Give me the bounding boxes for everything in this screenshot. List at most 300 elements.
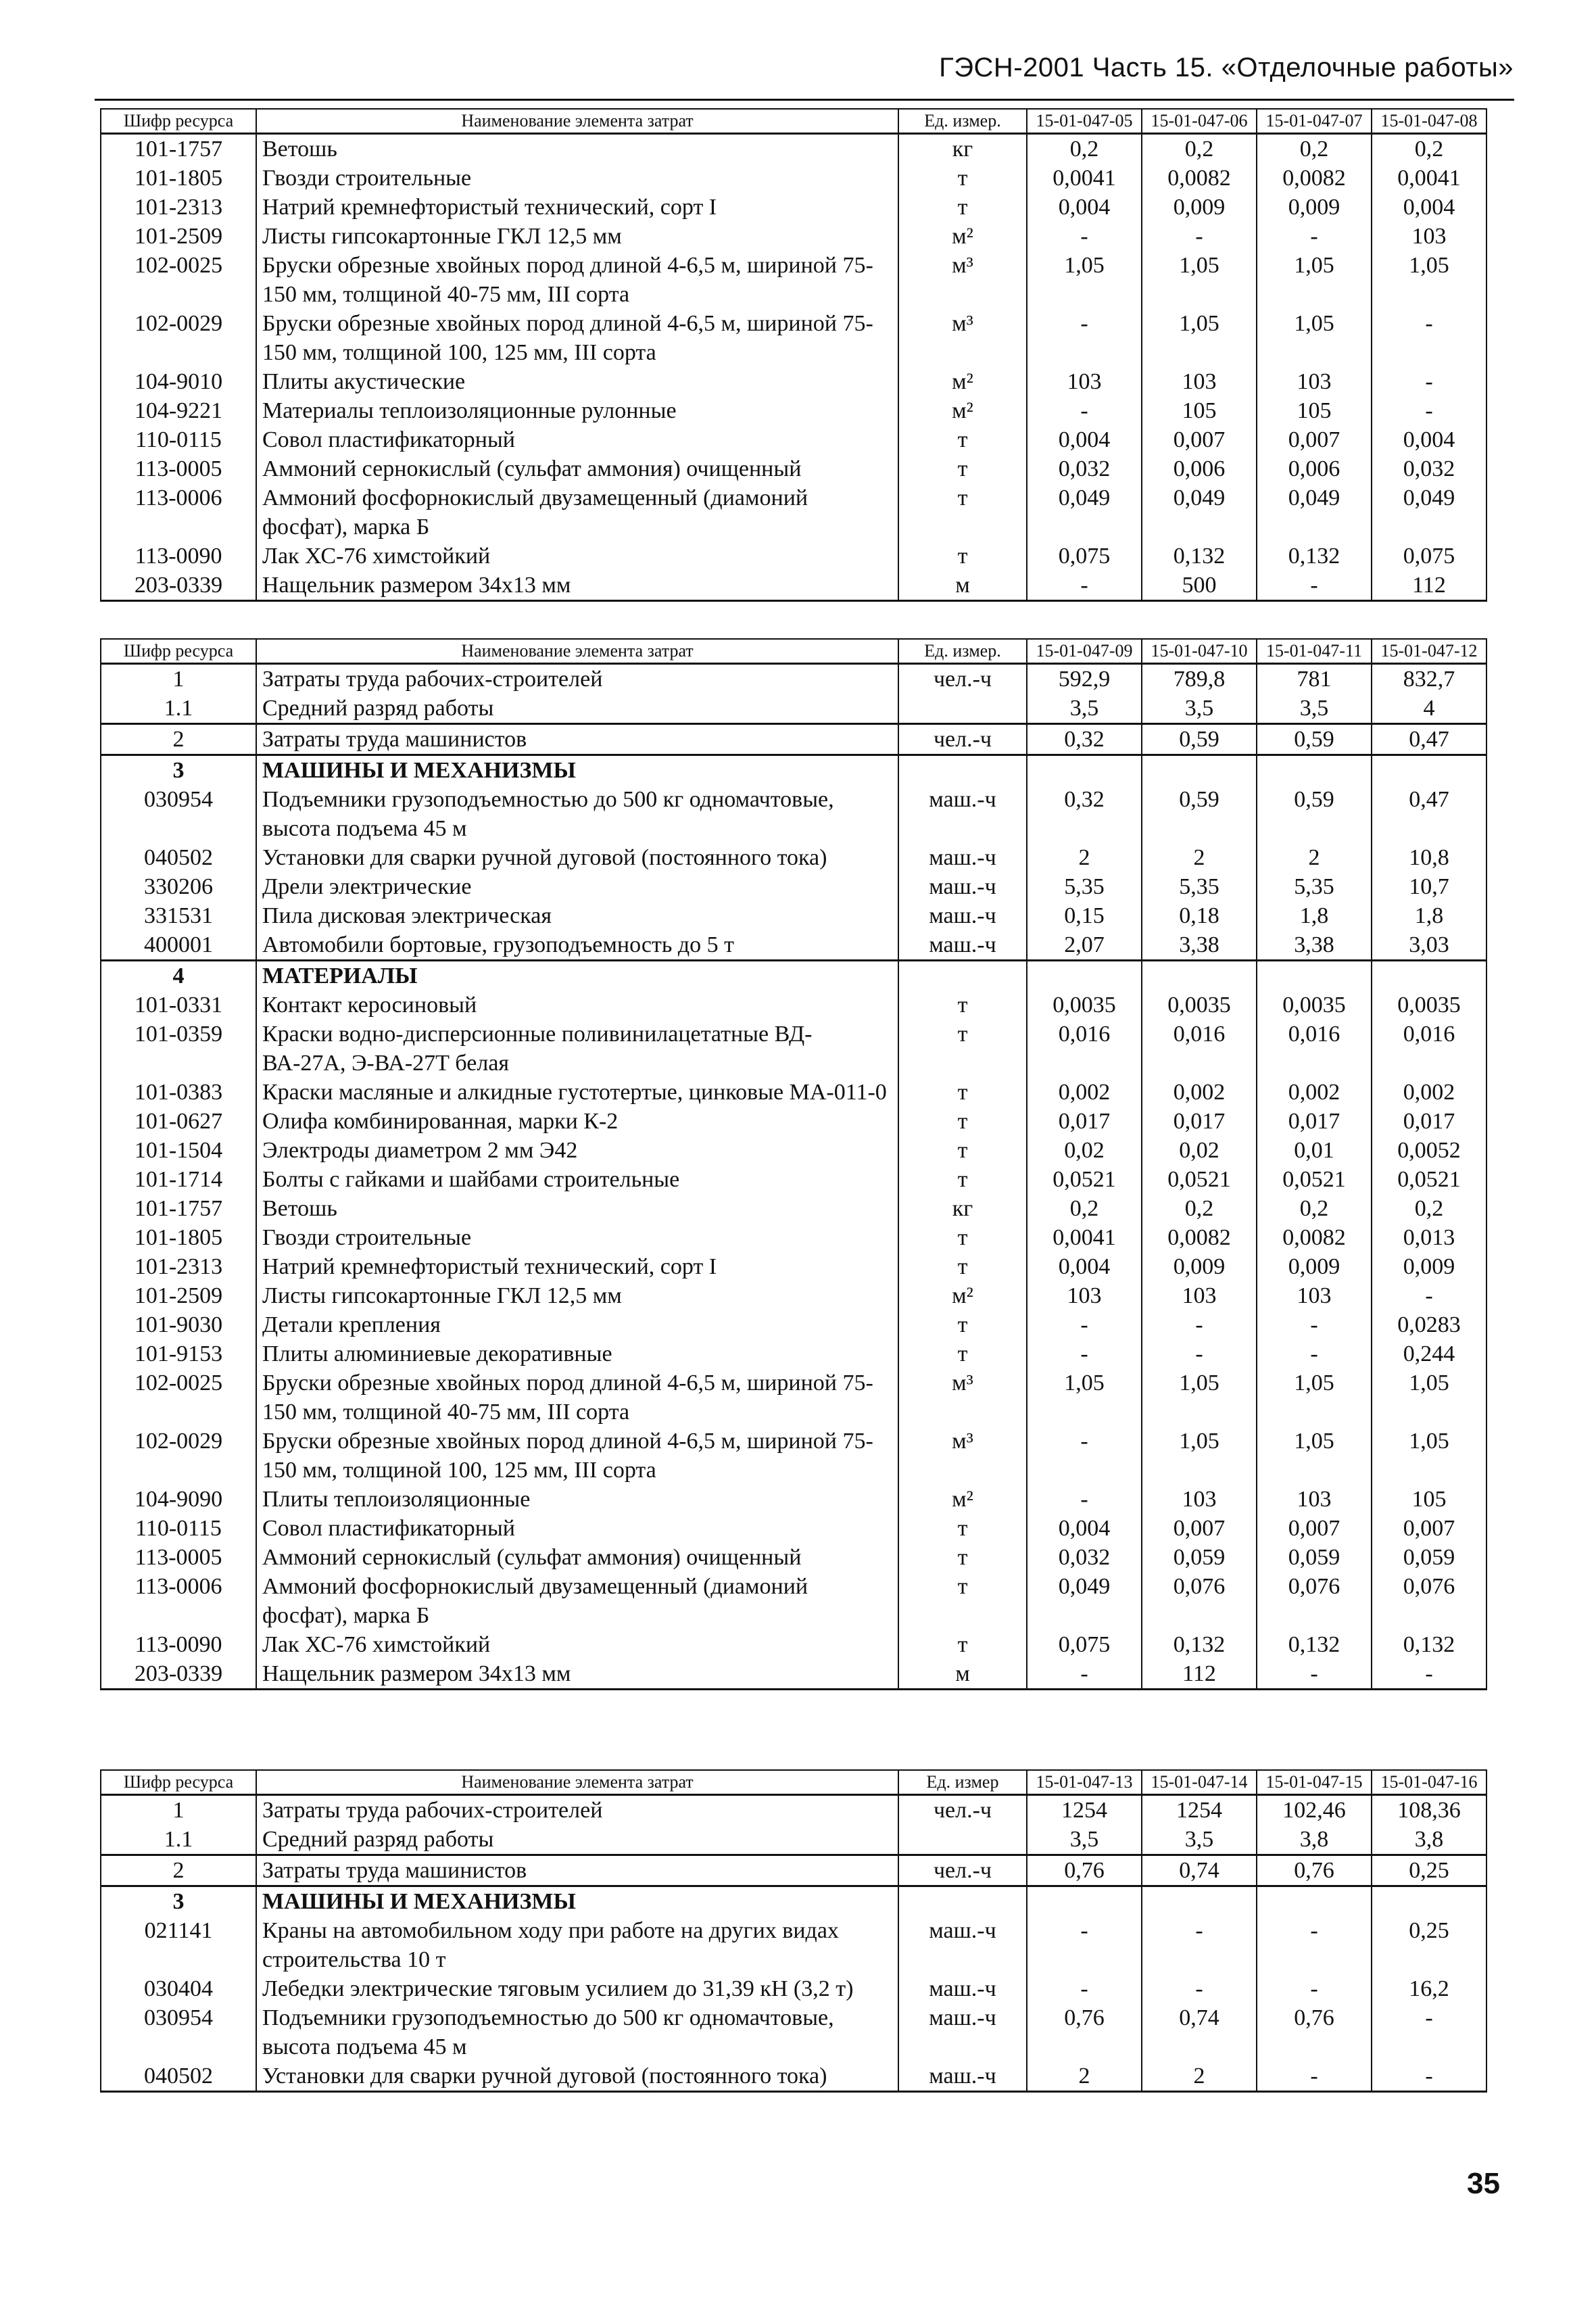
column-header: Ед. измер. (898, 639, 1027, 664)
resource-code: 4 (101, 961, 256, 991)
value-cell: - (1372, 367, 1486, 396)
header-row (101, 109, 1486, 134)
resource-code: 101-1805 (101, 164, 256, 193)
value-cell: 112 (1372, 571, 1486, 601)
table-row (101, 1165, 1486, 1194)
cost-item-name: Средний разряд работы (256, 694, 898, 724)
table-row (101, 872, 1486, 901)
cost-item-name: Подъемники грузоподъемностью до 500 кг одномачтовые, высота подъема 45 м (256, 785, 898, 843)
resource-code: 101-1757 (101, 134, 256, 164)
value-cell: 0,016 (1027, 1020, 1142, 1078)
resource-code: 2 (101, 724, 256, 755)
value-cell: 103 (1142, 1485, 1257, 1514)
cost-item-name: Подъемники грузоподъемностью до 500 кг одномачтовые, высота подъема 45 м (256, 2003, 898, 2061)
resource-code: 104-9010 (101, 367, 256, 396)
value-cell: 1,8 (1257, 901, 1372, 930)
value-cell: 103 (1257, 367, 1372, 396)
value-cell: - (1027, 1916, 1142, 1974)
value-cell: - (1257, 1659, 1372, 1690)
unit-cell: т (898, 1107, 1027, 1136)
resource-code: 1 (101, 664, 256, 694)
value-cell: - (1027, 571, 1142, 601)
cost-item-name: Дрели электрические (256, 872, 898, 901)
cost-item-name: Бруски обрезные хвойных пород длиной 4-6,5 м, шириной 75-150 мм, толщиной 100, 125 мм, III сорта (256, 309, 898, 367)
cost-item-name: Совол пластификаторный (256, 1514, 898, 1543)
value-cell: 0,007 (1257, 425, 1372, 454)
value-cell: 102,46 (1257, 1795, 1372, 1825)
value-cell: 1,05 (1142, 251, 1257, 309)
value-cell: 0,32 (1027, 785, 1142, 843)
value-cell: 0,47 (1372, 785, 1486, 843)
value-cell: - (1027, 1339, 1142, 1368)
cost-item-name: Лак ХС-76 химстойкий (256, 542, 898, 571)
resource-code: 331531 (101, 901, 256, 930)
value-cell: 1,05 (1372, 1368, 1486, 1427)
cost-item-name: Гвозди строительные (256, 1223, 898, 1252)
value-cell: 3,5 (1142, 694, 1257, 724)
value-cell: 0,59 (1257, 785, 1372, 843)
value-cell: 0,18 (1142, 901, 1257, 930)
value-cell: 0,059 (1142, 1543, 1257, 1572)
cost-item-name: Листы гипсокартонные ГКЛ 12,5 мм (256, 222, 898, 251)
value-cell: 0,76 (1257, 1855, 1372, 1886)
unit-cell: чел.-ч (898, 1795, 1027, 1825)
value-cell: 0,2 (1142, 134, 1257, 164)
value-cell: 0,075 (1027, 1630, 1142, 1659)
value-cell: 103 (1027, 1281, 1142, 1310)
unit-cell: т (898, 1020, 1027, 1078)
column-header: 15-01-047-16 (1372, 1770, 1486, 1795)
unit-cell: т (898, 193, 1027, 222)
resource-code: 030954 (101, 785, 256, 843)
value-cell: 0,002 (1372, 1078, 1486, 1107)
value-cell: 0,2 (1257, 1194, 1372, 1223)
cost-item-name: Установки для сварки ручной дуговой (постоянного тока) (256, 843, 898, 872)
value-cell: 0,0052 (1372, 1136, 1486, 1165)
value-cell: 1254 (1142, 1795, 1257, 1825)
value-cell: 0,007 (1257, 1514, 1372, 1543)
value-cell: 0,009 (1142, 193, 1257, 222)
value-cell: 0,47 (1372, 724, 1486, 755)
resource-code: 102-0025 (101, 1368, 256, 1427)
unit-cell (898, 755, 1027, 786)
value-cell: 3,03 (1372, 930, 1486, 961)
column-header: Шифр ресурса (101, 109, 256, 134)
column-header: Ед. измер (898, 1770, 1027, 1795)
value-cell: - (1372, 2003, 1486, 2061)
value-cell: 105 (1142, 396, 1257, 425)
value-cell: 0,007 (1372, 1514, 1486, 1543)
unit-cell: т (898, 1223, 1027, 1252)
value-cell: 0,049 (1257, 483, 1372, 542)
value-cell: 1,05 (1372, 251, 1486, 309)
resource-code: 101-0359 (101, 1020, 256, 1078)
section-row (101, 755, 1486, 786)
table-row (101, 1572, 1486, 1630)
value-cell: 0,009 (1257, 193, 1372, 222)
value-cell: 5,35 (1027, 872, 1142, 901)
unit-cell: м³ (898, 1427, 1027, 1485)
unit-cell: м (898, 1659, 1027, 1690)
value-cell (1142, 755, 1257, 786)
value-cell: 1254 (1027, 1795, 1142, 1825)
value-cell: 0,017 (1372, 1107, 1486, 1136)
value-cell: 1,05 (1257, 251, 1372, 309)
value-cell: - (1142, 1916, 1257, 1974)
value-cell: - (1257, 2061, 1372, 2092)
resource-code: 101-9030 (101, 1310, 256, 1339)
value-cell: 0,075 (1372, 542, 1486, 571)
value-cell: - (1257, 1339, 1372, 1368)
column-header: 15-01-047-06 (1142, 109, 1257, 134)
value-cell: 0,049 (1027, 1572, 1142, 1630)
value-cell: 0,0082 (1142, 1223, 1257, 1252)
table-row (101, 1543, 1486, 1572)
table-row (101, 309, 1486, 367)
value-cell: 781 (1257, 664, 1372, 694)
table-row (101, 1310, 1486, 1339)
cost-item-name: Материалы теплоизоляционные рулонные (256, 396, 898, 425)
value-cell: 0,244 (1372, 1339, 1486, 1368)
value-cell: 0,59 (1257, 724, 1372, 755)
column-header: 15-01-047-11 (1257, 639, 1372, 664)
value-cell: 0,15 (1027, 901, 1142, 930)
unit-cell: чел.-ч (898, 1855, 1027, 1886)
table-row (101, 1223, 1486, 1252)
cost-item-name: Ветошь (256, 134, 898, 164)
resource-code: 030404 (101, 1974, 256, 2003)
value-cell: 0,76 (1027, 2003, 1142, 2061)
unit-cell: м² (898, 1485, 1027, 1514)
cost-item-name: Гвозди строительные (256, 164, 898, 193)
table-row (101, 571, 1486, 601)
resource-code: 3 (101, 1886, 256, 1917)
value-cell: 0,059 (1372, 1543, 1486, 1572)
unit-cell: т (898, 1514, 1027, 1543)
value-cell: 0,049 (1372, 483, 1486, 542)
value-cell (1372, 755, 1486, 786)
table-row (101, 396, 1486, 425)
table-row (101, 1825, 1486, 1855)
unit-cell: т (898, 1078, 1027, 1107)
column-header: Наименование элемента затрат (256, 109, 898, 134)
value-cell: 0,32 (1027, 724, 1142, 755)
value-cell: 3,5 (1142, 1825, 1257, 1855)
value-cell: 1,05 (1142, 1427, 1257, 1485)
table-row (101, 1020, 1486, 1078)
resource-code: 400001 (101, 930, 256, 961)
value-cell: - (1257, 1310, 1372, 1339)
table-row (101, 1194, 1486, 1223)
cost-item-name: Контакт керосиновый (256, 991, 898, 1020)
resource-code: 101-0331 (101, 991, 256, 1020)
table-row (101, 843, 1486, 872)
value-cell: 0,017 (1142, 1107, 1257, 1136)
value-cell: 0,0521 (1372, 1165, 1486, 1194)
cost-item-name: Краски масляные и алкидные густотертые, цинковые МА-011-0 (256, 1078, 898, 1107)
value-cell (1257, 755, 1372, 786)
value-cell: 5,35 (1257, 872, 1372, 901)
unit-cell: маш.-ч (898, 1916, 1027, 1974)
resource-code: 102-0029 (101, 1427, 256, 1485)
unit-cell (898, 1886, 1027, 1917)
resource-code: 030954 (101, 2003, 256, 2061)
resource-code: 203-0339 (101, 571, 256, 601)
unit-cell: т (898, 425, 1027, 454)
column-header: 15-01-047-09 (1027, 639, 1142, 664)
table-row (101, 991, 1486, 1020)
value-cell: - (1027, 1310, 1142, 1339)
value-cell: 2 (1027, 2061, 1142, 2092)
unit-cell: т (898, 1543, 1027, 1572)
value-cell: - (1257, 1916, 1372, 1974)
unit-cell: т (898, 1252, 1027, 1281)
value-cell: 0,017 (1257, 1107, 1372, 1136)
table-row (101, 193, 1486, 222)
value-cell: 112 (1142, 1659, 1257, 1690)
value-cell: 0,0035 (1027, 991, 1142, 1020)
section-title: МАТЕРИАЛЫ (256, 961, 898, 991)
value-cell: 0,007 (1142, 425, 1257, 454)
value-cell: 1,05 (1257, 1368, 1372, 1427)
column-header: 15-01-047-12 (1372, 639, 1486, 664)
value-cell: 1,05 (1142, 1368, 1257, 1427)
value-cell: 105 (1372, 1485, 1486, 1514)
resource-code: 101-2313 (101, 1252, 256, 1281)
unit-cell: м³ (898, 251, 1027, 309)
table-row (101, 164, 1486, 193)
table-row (101, 1659, 1486, 1690)
value-cell: 0,049 (1142, 483, 1257, 542)
resource-code: 3 (101, 755, 256, 786)
unit-cell: чел.-ч (898, 724, 1027, 755)
table-row (101, 1368, 1486, 1427)
value-cell: 0,032 (1027, 454, 1142, 483)
unit-cell: маш.-ч (898, 2061, 1027, 2092)
value-cell: 0,002 (1257, 1078, 1372, 1107)
value-cell: 1,05 (1027, 251, 1142, 309)
value-cell: 0,009 (1142, 1252, 1257, 1281)
cost-item-name: Аммоний сернокислый (сульфат аммония) очищенный (256, 1543, 898, 1572)
value-cell: 10,7 (1372, 872, 1486, 901)
unit-cell: маш.-ч (898, 785, 1027, 843)
resource-code: 113-0005 (101, 1543, 256, 1572)
resource-code: 110-0115 (101, 425, 256, 454)
value-cell: 0,004 (1027, 425, 1142, 454)
unit-cell: м² (898, 1281, 1027, 1310)
column-header: 15-01-047-15 (1257, 1770, 1372, 1795)
unit-cell: т (898, 1630, 1027, 1659)
value-cell: 0,0521 (1142, 1165, 1257, 1194)
resource-code: 104-9221 (101, 396, 256, 425)
cost-item-name: Нащельник размером 34х13 мм (256, 571, 898, 601)
cost-item-name: Затраты труда машинистов (256, 724, 898, 755)
resource-code: 1.1 (101, 1825, 256, 1855)
unit-cell: т (898, 454, 1027, 483)
value-cell: 5,35 (1142, 872, 1257, 901)
value-cell: 1,05 (1027, 1368, 1142, 1427)
table-row (101, 251, 1486, 309)
value-cell: 832,7 (1372, 664, 1486, 694)
value-cell: 0,0521 (1257, 1165, 1372, 1194)
value-cell: 0,002 (1142, 1078, 1257, 1107)
value-cell: 10,8 (1372, 843, 1486, 872)
value-cell: 0,2 (1372, 134, 1486, 164)
table-row (101, 1974, 1486, 2003)
value-cell (1257, 961, 1372, 991)
resource-code: 113-0005 (101, 454, 256, 483)
cost-item-name: Затраты труда рабочих-строителей (256, 664, 898, 694)
value-cell: 0,009 (1257, 1252, 1372, 1281)
unit-cell: т (898, 1572, 1027, 1630)
value-cell: 1,8 (1372, 901, 1486, 930)
value-cell: 0,0283 (1372, 1310, 1486, 1339)
value-cell: 0,004 (1027, 1514, 1142, 1543)
value-cell: 0,032 (1027, 1543, 1142, 1572)
value-cell: 3,38 (1257, 930, 1372, 961)
value-cell: - (1142, 1974, 1257, 2003)
value-cell: - (1257, 1974, 1372, 2003)
unit-cell: маш.-ч (898, 901, 1027, 930)
unit-cell: т (898, 1310, 1027, 1339)
value-cell: 2 (1142, 2061, 1257, 2092)
value-cell: 108,36 (1372, 1795, 1486, 1825)
unit-cell: маш.-ч (898, 843, 1027, 872)
column-header: Шифр ресурса (101, 639, 256, 664)
value-cell: 103 (1142, 1281, 1257, 1310)
value-cell: 0,0035 (1257, 991, 1372, 1020)
value-cell (1027, 1886, 1142, 1917)
cost-item-name: Плиты теплоизоляционные (256, 1485, 898, 1514)
resource-code: 101-1805 (101, 1223, 256, 1252)
cost-item-name: Натрий кремнефтористый технический, сорт I (256, 1252, 898, 1281)
value-cell: - (1027, 1485, 1142, 1514)
value-cell: 103 (1372, 222, 1486, 251)
value-cell: 2 (1257, 843, 1372, 872)
unit-cell: т (898, 164, 1027, 193)
table-row (101, 1252, 1486, 1281)
resource-table-2 (100, 638, 1487, 1690)
resource-code: 101-0383 (101, 1078, 256, 1107)
unit-cell: т (898, 542, 1027, 571)
cost-item-name: Автомобили бортовые, грузоподъемность до 5 т (256, 930, 898, 961)
value-cell: - (1142, 1310, 1257, 1339)
resource-code: 101-0627 (101, 1107, 256, 1136)
unit-cell: м (898, 571, 1027, 601)
column-header: 15-01-047-13 (1027, 1770, 1142, 1795)
value-cell: 0,25 (1372, 1855, 1486, 1886)
value-cell: 0,016 (1142, 1020, 1257, 1078)
value-cell (1372, 961, 1486, 991)
value-cell: 0,132 (1142, 542, 1257, 571)
value-cell: 0,74 (1142, 2003, 1257, 2061)
resource-code: 040502 (101, 843, 256, 872)
value-cell: 0,0521 (1027, 1165, 1142, 1194)
value-cell: 3,8 (1257, 1825, 1372, 1855)
value-cell: 0,016 (1372, 1020, 1486, 1078)
value-cell: 16,2 (1372, 1974, 1486, 2003)
table-row (101, 785, 1486, 843)
header-row (101, 1770, 1486, 1795)
resource-code: 104-9090 (101, 1485, 256, 1514)
value-cell: 103 (1257, 1485, 1372, 1514)
page-number: 35 (1467, 2167, 1500, 2200)
table-row (101, 930, 1486, 961)
value-cell: 0,02 (1027, 1136, 1142, 1165)
value-cell: 0,2 (1372, 1194, 1486, 1223)
value-cell: 0,0041 (1027, 1223, 1142, 1252)
table-row (101, 1916, 1486, 1974)
value-cell: 0,0041 (1027, 164, 1142, 193)
value-cell: 0,017 (1027, 1107, 1142, 1136)
value-cell: 2,07 (1027, 930, 1142, 961)
unit-cell: т (898, 1136, 1027, 1165)
value-cell: 0,004 (1372, 193, 1486, 222)
column-header: 15-01-047-08 (1372, 109, 1486, 134)
column-header: Шифр ресурса (101, 1770, 256, 1795)
value-cell: 3,8 (1372, 1825, 1486, 1855)
resource-code: 101-2313 (101, 193, 256, 222)
value-cell (1142, 961, 1257, 991)
column-header: 15-01-047-05 (1027, 109, 1142, 134)
value-cell: 3,5 (1257, 694, 1372, 724)
resource-code: 113-0090 (101, 1630, 256, 1659)
resource-code: 101-1757 (101, 1194, 256, 1223)
unit-cell: м² (898, 222, 1027, 251)
value-cell: 0,76 (1257, 2003, 1372, 2061)
value-cell: 0,132 (1257, 1630, 1372, 1659)
cost-item-name: Плиты алюминиевые декоративные (256, 1339, 898, 1368)
cost-item-name: Натрий кремнефтористый технический, сорт I (256, 193, 898, 222)
unit-cell: маш.-ч (898, 1974, 1027, 2003)
value-cell: 103 (1257, 1281, 1372, 1310)
resource-code: 113-0006 (101, 1572, 256, 1630)
unit-cell: м² (898, 367, 1027, 396)
unit-cell: маш.-ч (898, 872, 1027, 901)
value-cell (1372, 1886, 1486, 1917)
value-cell: 0,075 (1027, 542, 1142, 571)
table-row (101, 1136, 1486, 1165)
cost-item-name: Средний разряд работы (256, 1825, 898, 1855)
cost-item-name: Бруски обрезные хвойных пород длиной 4-6,5 м, шириной 75-150 мм, толщиной 40-75 мм, III сорта (256, 1368, 898, 1427)
value-cell: 0,2 (1027, 1194, 1142, 1223)
table-row (101, 1427, 1486, 1485)
value-cell: - (1257, 571, 1372, 601)
cost-item-name: Детали крепления (256, 1310, 898, 1339)
value-cell: 0,0082 (1257, 1223, 1372, 1252)
cost-item-name: Аммоний сернокислый (сульфат аммония) очищенный (256, 454, 898, 483)
resource-code: 101-9153 (101, 1339, 256, 1368)
resource-code: 1.1 (101, 694, 256, 724)
value-cell: 0,004 (1027, 193, 1142, 222)
value-cell: 1,05 (1372, 1427, 1486, 1485)
value-cell: 0,02 (1142, 1136, 1257, 1165)
table-row (101, 483, 1486, 542)
value-cell: 0,2 (1142, 1194, 1257, 1223)
value-cell: 0,002 (1027, 1078, 1142, 1107)
value-cell: 0,013 (1372, 1223, 1486, 1252)
value-cell: 0,0035 (1142, 991, 1257, 1020)
resource-code: 203-0339 (101, 1659, 256, 1690)
section-title: МАШИНЫ И МЕХАНИЗМЫ (256, 755, 898, 786)
cost-item-name: Олифа комбинированная, марки К-2 (256, 1107, 898, 1136)
table-row (101, 1795, 1486, 1825)
unit-cell: т (898, 991, 1027, 1020)
resource-code: 102-0025 (101, 251, 256, 309)
resource-code: 113-0006 (101, 483, 256, 542)
table-row (101, 901, 1486, 930)
cost-item-name: Листы гипсокартонные ГКЛ 12,5 мм (256, 1281, 898, 1310)
